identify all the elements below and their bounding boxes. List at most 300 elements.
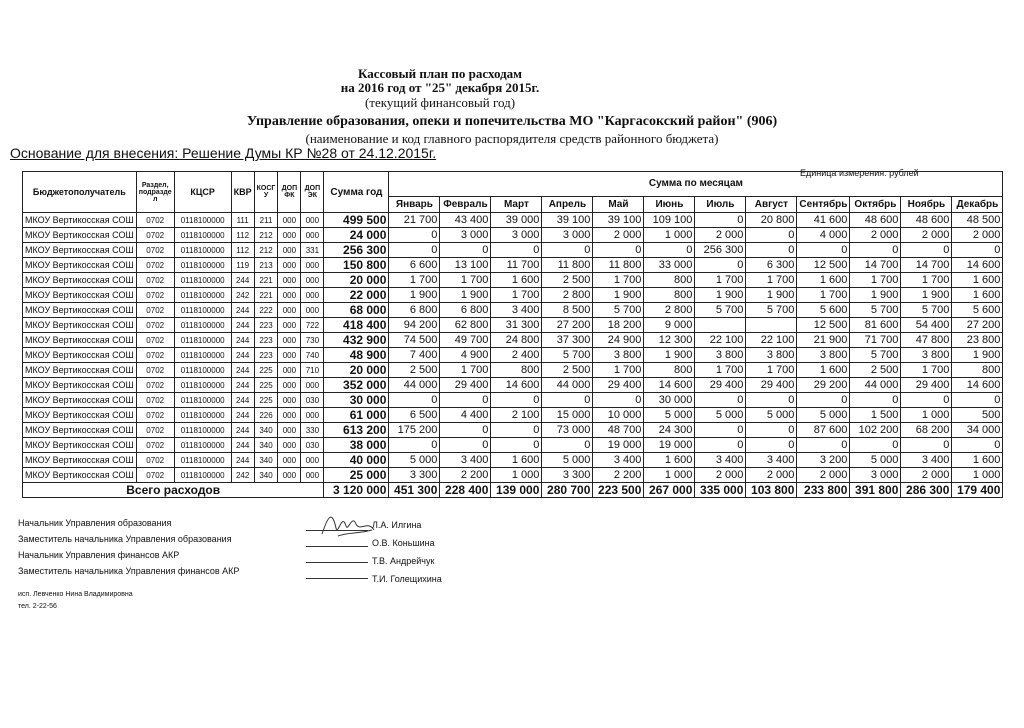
- cell-kvr: 112: [231, 243, 254, 258]
- cell-month-value: 3 400: [695, 453, 746, 468]
- cell-dopfk: 000: [278, 303, 301, 318]
- cell-section: 0702: [136, 318, 174, 333]
- cell-month-value: 3 800: [695, 348, 746, 363]
- cell-recipient: МКОУ Вертикосская СОШ: [23, 453, 137, 468]
- cell-dopfk: 000: [278, 228, 301, 243]
- cell-kcsr: 0118100000: [174, 363, 231, 378]
- cell-month-value: 2 000: [695, 228, 746, 243]
- cell-kosgu: 212: [254, 228, 278, 243]
- total-sum: 3 120 000: [324, 483, 389, 498]
- header-month: Август: [746, 196, 797, 212]
- cell-month-value: 2 200: [440, 468, 491, 483]
- cell-section: 0702: [136, 228, 174, 243]
- cell-dopfk: 000: [278, 408, 301, 423]
- cell-month-value: 11 700: [491, 258, 542, 273]
- cell-month-value: 2 000: [746, 468, 797, 483]
- cell-month-value: 1 700: [695, 273, 746, 288]
- cell-month-value: 14 600: [644, 378, 695, 393]
- cell-month-value: 500: [952, 408, 1003, 423]
- cell-month-value: 14 700: [901, 258, 952, 273]
- cell-sum-year: 48 900: [324, 348, 389, 363]
- cell-month-value: 24 800: [491, 333, 542, 348]
- cell-month-value: 5 700: [901, 303, 952, 318]
- cell-month-value: 2 000: [850, 228, 901, 243]
- cell-month-value: 74 500: [389, 333, 440, 348]
- total-month-value: 139 000: [491, 483, 542, 498]
- cell-month-value: 0: [491, 423, 542, 438]
- table-row: [23, 318, 1003, 333]
- cell-kosgu: 225: [254, 378, 278, 393]
- cell-month-value: 0: [593, 393, 644, 408]
- cell-dopfk: 000: [278, 288, 301, 303]
- cell-month-value: 3 300: [542, 468, 593, 483]
- cell-section: 0702: [136, 213, 174, 228]
- cell-month-value: 3 400: [593, 453, 644, 468]
- cell-month-value: 800: [952, 363, 1003, 378]
- cell-month-value: 27 200: [542, 318, 593, 333]
- cell-month-value: 34 000: [952, 423, 1003, 438]
- cell-month-value: 48 600: [850, 213, 901, 228]
- table-row: [23, 363, 1003, 378]
- cell-dopfk: 000: [278, 243, 301, 258]
- cell-month-value: 5 600: [952, 303, 1003, 318]
- cell-dopek: 330: [301, 423, 324, 438]
- cell-sum-year: 613 200: [324, 423, 389, 438]
- cell-month-value: 1 000: [491, 468, 542, 483]
- cell-recipient: МКОУ Вертикосская СОШ: [23, 333, 137, 348]
- cell-kcsr: 0118100000: [174, 468, 231, 483]
- cell-sum-year: 418 400: [324, 318, 389, 333]
- cell-section: 0702: [136, 243, 174, 258]
- cell-dopek: 722: [301, 318, 324, 333]
- cell-month-value: 2 200: [593, 468, 644, 483]
- cell-kosgu: 340: [254, 468, 278, 483]
- cell-month-value: 12 300: [644, 333, 695, 348]
- cell-month-value: 81 600: [850, 318, 901, 333]
- table-row: [23, 468, 1003, 483]
- cell-month-value: 10 000: [593, 408, 644, 423]
- cell-month-value: 87 600: [797, 423, 850, 438]
- table-row: [23, 393, 1003, 408]
- cell-kosgu: 212: [254, 243, 278, 258]
- table-row: [23, 423, 1003, 438]
- cell-month-value: 1 900: [746, 288, 797, 303]
- basis-text: Основание для внесения: Решение Думы КР №28 от 24.12.2015г.: [10, 145, 437, 161]
- cell-month-value: 0: [695, 438, 746, 453]
- cell-month-value: 0: [850, 243, 901, 258]
- cell-month-value: 68 200: [901, 423, 952, 438]
- total-month-value: 451 300: [389, 483, 440, 498]
- cell-recipient: МКОУ Вертикосская СОШ: [23, 228, 137, 243]
- cell-month-value: 2 800: [542, 288, 593, 303]
- document-title: Кассовый план по расходам: [357, 66, 523, 81]
- cell-month-value: 22 100: [695, 333, 746, 348]
- cell-dopfk: 000: [278, 363, 301, 378]
- cell-section: 0702: [136, 348, 174, 363]
- header-month: Сентябрь: [797, 196, 850, 212]
- cell-kvr: 244: [231, 378, 254, 393]
- cell-month-value: 800: [491, 363, 542, 378]
- header-month: Март: [491, 196, 542, 212]
- header-dopek: ДОП ЭК: [301, 172, 324, 213]
- cell-month-value: 0: [952, 438, 1003, 453]
- cell-month-value: 24 900: [593, 333, 644, 348]
- cell-kosgu: 225: [254, 363, 278, 378]
- cell-kcsr: 0118100000: [174, 378, 231, 393]
- cell-month-value: 71 700: [850, 333, 901, 348]
- table-row: [23, 408, 1003, 423]
- cell-month-value: 5 700: [542, 348, 593, 363]
- cell-kcsr: 0118100000: [174, 438, 231, 453]
- cell-month-value: 6 500: [389, 408, 440, 423]
- cell-sum-year: 150 800: [324, 258, 389, 273]
- cell-dopfk: 000: [278, 438, 301, 453]
- cell-section: 0702: [136, 333, 174, 348]
- cell-sum-year: 432 900: [324, 333, 389, 348]
- cell-kcsr: 0118100000: [174, 318, 231, 333]
- table-row: [23, 348, 1003, 363]
- cell-month-value: 14 600: [952, 258, 1003, 273]
- cell-month-value: 48 600: [901, 213, 952, 228]
- header-month: Апрель: [542, 196, 593, 212]
- cell-kosgu: 223: [254, 348, 278, 363]
- cell-month-value: 1 700: [593, 363, 644, 378]
- cell-month-value: 14 600: [952, 378, 1003, 393]
- header-month: Январь: [389, 196, 440, 212]
- cell-month-value: 1 000: [644, 228, 695, 243]
- cell-month-value: 0: [901, 393, 952, 408]
- cell-month-value: 4 400: [440, 408, 491, 423]
- cell-dopek: 000: [301, 378, 324, 393]
- cell-month-value: 3 400: [491, 303, 542, 318]
- cell-month-value: 29 400: [901, 378, 952, 393]
- header-month: Февраль: [440, 196, 491, 212]
- cell-month-value: 27 200: [952, 318, 1003, 333]
- cell-month-value: 4 900: [440, 348, 491, 363]
- signature-line: [306, 578, 368, 579]
- cell-kosgu: 340: [254, 423, 278, 438]
- cell-dopek: 000: [301, 213, 324, 228]
- cell-month-value: 1 900: [593, 288, 644, 303]
- cell-sum-year: 61 000: [324, 408, 389, 423]
- cell-month-value: 2 100: [491, 408, 542, 423]
- cell-month-value: 0: [491, 243, 542, 258]
- table-row: [23, 453, 1003, 468]
- cell-month-value: 0: [440, 438, 491, 453]
- cell-kvr: 244: [231, 393, 254, 408]
- cell-month-value: 1 700: [593, 273, 644, 288]
- cell-month-value: 37 300: [542, 333, 593, 348]
- cell-month-value: 43 400: [440, 213, 491, 228]
- cell-dopek: 710: [301, 363, 324, 378]
- cell-dopfk: 000: [278, 318, 301, 333]
- cell-month-value: 800: [644, 363, 695, 378]
- cell-kosgu: 213: [254, 258, 278, 273]
- cell-month-value: 29 200: [797, 378, 850, 393]
- cell-month-value: 14 600: [491, 378, 542, 393]
- cell-month-value: 3 000: [440, 228, 491, 243]
- cell-section: 0702: [136, 468, 174, 483]
- cell-recipient: МКОУ Вертикосская СОШ: [23, 393, 137, 408]
- cell-month-value: 15 000: [542, 408, 593, 423]
- cell-month-value: 2 500: [542, 273, 593, 288]
- cell-month-value: 0: [491, 438, 542, 453]
- cell-month-value: 5 700: [593, 303, 644, 318]
- signature-position: Заместитель начальника Управления финансов АКР: [18, 566, 240, 576]
- table-row: [23, 273, 1003, 288]
- header-kvr: КВР: [231, 172, 254, 213]
- cell-month-value: 31 300: [491, 318, 542, 333]
- cell-kcsr: 0118100000: [174, 408, 231, 423]
- cell-month-value: 14 700: [850, 258, 901, 273]
- cell-kcsr: 0118100000: [174, 288, 231, 303]
- cell-month-value: 1 500: [850, 408, 901, 423]
- cell-month-value: 2 800: [644, 303, 695, 318]
- cell-month-value: 54 400: [901, 318, 952, 333]
- cell-month-value: 5 700: [850, 303, 901, 318]
- cell-month-value: 0: [850, 438, 901, 453]
- cell-section: 0702: [136, 258, 174, 273]
- total-month-value: 280 700: [542, 483, 593, 498]
- cell-recipient: МКОУ Вертикосская СОШ: [23, 243, 137, 258]
- cell-month-value: 1 700: [389, 273, 440, 288]
- cell-month-value: 48 700: [593, 423, 644, 438]
- cell-month-value: 5 000: [644, 408, 695, 423]
- cell-sum-year: 22 000: [324, 288, 389, 303]
- cell-dopfk: 000: [278, 453, 301, 468]
- cell-sum-year: 20 000: [324, 363, 389, 378]
- executor-phone: тел. 2-22-56: [18, 603, 57, 610]
- cell-recipient: МКОУ Вертикосская СОШ: [23, 363, 137, 378]
- cell-month-value: 1 900: [440, 288, 491, 303]
- table-row: [23, 228, 1003, 243]
- cell-month-value: 0: [542, 243, 593, 258]
- cell-month-value: 1 700: [746, 273, 797, 288]
- cell-month-value: 3 000: [491, 228, 542, 243]
- cell-month-value: 3 200: [797, 453, 850, 468]
- cell-month-value: 0: [797, 393, 850, 408]
- cell-dopfk: 000: [278, 333, 301, 348]
- cell-month-value: 21 900: [797, 333, 850, 348]
- cell-month-value: 0: [389, 228, 440, 243]
- cell-month-value: 29 400: [440, 378, 491, 393]
- cell-month-value: 47 800: [901, 333, 952, 348]
- header-month: Июль: [695, 196, 746, 212]
- header-months-group: Сумма по месяцам: [389, 172, 1003, 197]
- cell-kcsr: 0118100000: [174, 303, 231, 318]
- cell-kvr: 244: [231, 453, 254, 468]
- header-month: Май: [593, 196, 644, 212]
- cell-kvr: 119: [231, 258, 254, 273]
- total-month-value: 286 300: [901, 483, 952, 498]
- cell-dopfk: 000: [278, 468, 301, 483]
- cell-dopek: 000: [301, 258, 324, 273]
- cell-month-value: 0: [901, 243, 952, 258]
- cell-month-value: 0: [797, 438, 850, 453]
- cell-dopek: 000: [301, 468, 324, 483]
- cell-month-value: 3 400: [746, 453, 797, 468]
- table-row: [23, 378, 1003, 393]
- cell-month-value: 1 900: [389, 288, 440, 303]
- cell-section: 0702: [136, 273, 174, 288]
- handwritten-signature: [318, 506, 378, 540]
- cell-kcsr: 0118100000: [174, 258, 231, 273]
- cell-kvr: 242: [231, 468, 254, 483]
- header-month: Декабрь: [952, 196, 1003, 212]
- cell-month-value: 0: [491, 393, 542, 408]
- cell-sum-year: 40 000: [324, 453, 389, 468]
- cell-section: 0702: [136, 363, 174, 378]
- cell-month-value: 2 000: [901, 468, 952, 483]
- cell-month-value: 1 000: [952, 468, 1003, 483]
- cell-month-value: 48 500: [952, 213, 1003, 228]
- cell-month-value: 5 700: [746, 303, 797, 318]
- cell-kosgu: 340: [254, 453, 278, 468]
- cell-month-value: 5 000: [695, 408, 746, 423]
- total-label: Всего расходов: [23, 483, 324, 498]
- header-kosgu: КОСГ У: [254, 172, 278, 213]
- total-month-value: 179 400: [952, 483, 1003, 498]
- cell-month-value: 0: [746, 243, 797, 258]
- cell-kvr: 244: [231, 408, 254, 423]
- cell-month-value: 2 000: [593, 228, 644, 243]
- cell-kvr: 244: [231, 273, 254, 288]
- cell-kosgu: 226: [254, 408, 278, 423]
- cell-month-value: 2 000: [695, 468, 746, 483]
- cell-month-value: 5 700: [695, 303, 746, 318]
- cell-month-value: 1 700: [850, 273, 901, 288]
- header-month: Июнь: [644, 196, 695, 212]
- cell-month-value: 800: [644, 288, 695, 303]
- cell-recipient: МКОУ Вертикосская СОШ: [23, 378, 137, 393]
- cell-section: 0702: [136, 453, 174, 468]
- cell-month-value: 6 800: [440, 303, 491, 318]
- cell-kosgu: 221: [254, 288, 278, 303]
- cell-month-value: 39 100: [593, 213, 644, 228]
- cell-month-value: 9 000: [644, 318, 695, 333]
- cell-month-value: 0: [695, 258, 746, 273]
- signature-line: [306, 562, 368, 563]
- cell-month-value: 49 700: [440, 333, 491, 348]
- cell-month-value: 44 000: [850, 378, 901, 393]
- cell-kosgu: 223: [254, 318, 278, 333]
- cell-month-value: 0: [952, 243, 1003, 258]
- table-row: [23, 303, 1003, 318]
- cell-month-value: 5 000: [389, 453, 440, 468]
- cell-kosgu: 225: [254, 393, 278, 408]
- cell-month-value: 1 700: [491, 288, 542, 303]
- cell-kvr: 242: [231, 288, 254, 303]
- table-row: [23, 258, 1003, 273]
- cell-month-value: 22 100: [746, 333, 797, 348]
- header-month: Октябрь: [850, 196, 901, 212]
- cell-month-value: 13 100: [440, 258, 491, 273]
- cell-month-value: 29 400: [695, 378, 746, 393]
- cell-recipient: МКОУ Вертикосская СОШ: [23, 468, 137, 483]
- table-row: [23, 333, 1003, 348]
- document-date: на 2016 год от "25" декабря 2015г.: [340, 80, 540, 95]
- total-month-value: 335 000: [695, 483, 746, 498]
- cell-month-value: 1 600: [952, 273, 1003, 288]
- cell-sum-year: 30 000: [324, 393, 389, 408]
- cell-sum-year: 25 000: [324, 468, 389, 483]
- cell-month-value: 5 000: [542, 453, 593, 468]
- cell-recipient: МКОУ Вертикосская СОШ: [23, 318, 137, 333]
- cell-month-value: 2 000: [901, 228, 952, 243]
- cell-dopek: 030: [301, 438, 324, 453]
- cell-month-value: 109 100: [644, 213, 695, 228]
- cell-kvr: 244: [231, 363, 254, 378]
- cell-month-value: 6 300: [746, 258, 797, 273]
- cell-month-value: 0: [695, 213, 746, 228]
- cell-month-value: 0: [952, 393, 1003, 408]
- cell-month-value: 0: [389, 393, 440, 408]
- cell-month-value: 1 600: [644, 453, 695, 468]
- executor-name: исп. Левченко Нина Владимировна: [18, 591, 133, 598]
- signature-position: Заместитель начальника Управления образования: [18, 534, 232, 544]
- cell-kvr: 112: [231, 228, 254, 243]
- cell-dopfk: 000: [278, 258, 301, 273]
- cell-month-value: 1 900: [695, 288, 746, 303]
- cell-month-value: 2 500: [542, 363, 593, 378]
- cell-month-value: 29 400: [746, 378, 797, 393]
- cell-sum-year: 24 000: [324, 228, 389, 243]
- cell-month-value: 0: [440, 393, 491, 408]
- total-month-value: 233 800: [797, 483, 850, 498]
- cell-recipient: МКОУ Вертикосская СОШ: [23, 288, 137, 303]
- cell-month-value: 1 700: [746, 363, 797, 378]
- cell-month-value: 1 700: [440, 273, 491, 288]
- cell-month-value: 3 800: [593, 348, 644, 363]
- cell-month-value: 3 000: [542, 228, 593, 243]
- organization-note: (наименование и код главного распорядителя средств районного бюджета): [305, 131, 719, 146]
- total-month-value: 267 000: [644, 483, 695, 498]
- table-row: [23, 288, 1003, 303]
- cell-dopek: 331: [301, 243, 324, 258]
- cell-dopfk: 000: [278, 273, 301, 288]
- signature-name: Л.А. Илгина: [372, 520, 422, 530]
- cell-month-value: 6 800: [389, 303, 440, 318]
- cell-month-value: 23 800: [952, 333, 1003, 348]
- cell-sum-year: 68 000: [324, 303, 389, 318]
- cell-month-value: 1 700: [440, 363, 491, 378]
- cell-dopek: 000: [301, 228, 324, 243]
- cell-month-value: 1 700: [797, 288, 850, 303]
- unit-label: Единица измерения: рублей: [800, 168, 919, 178]
- cell-month-value: [746, 318, 797, 333]
- cell-month-value: 3 800: [901, 348, 952, 363]
- cell-month-value: 0: [901, 438, 952, 453]
- cell-kosgu: 223: [254, 333, 278, 348]
- cell-month-value: 0: [593, 243, 644, 258]
- cell-month-value: 1 600: [491, 273, 542, 288]
- cell-month-value: 0: [746, 438, 797, 453]
- cell-kvr: 244: [231, 423, 254, 438]
- cell-recipient: МКОУ Вертикосская СОШ: [23, 348, 137, 363]
- cell-month-value: 29 400: [593, 378, 644, 393]
- cell-kcsr: 0118100000: [174, 228, 231, 243]
- cell-month-value: 0: [850, 393, 901, 408]
- signature-name: О.В. Коньшина: [372, 538, 435, 548]
- cell-month-value: 5 000: [746, 408, 797, 423]
- cell-month-value: 800: [644, 273, 695, 288]
- header-recipient: Бюджетополучатель: [23, 172, 137, 213]
- cell-month-value: 19 000: [644, 438, 695, 453]
- cell-month-value: 0: [746, 228, 797, 243]
- cell-month-value: 12 500: [797, 318, 850, 333]
- cell-month-value: 1 000: [644, 468, 695, 483]
- cell-month-value: 0: [797, 243, 850, 258]
